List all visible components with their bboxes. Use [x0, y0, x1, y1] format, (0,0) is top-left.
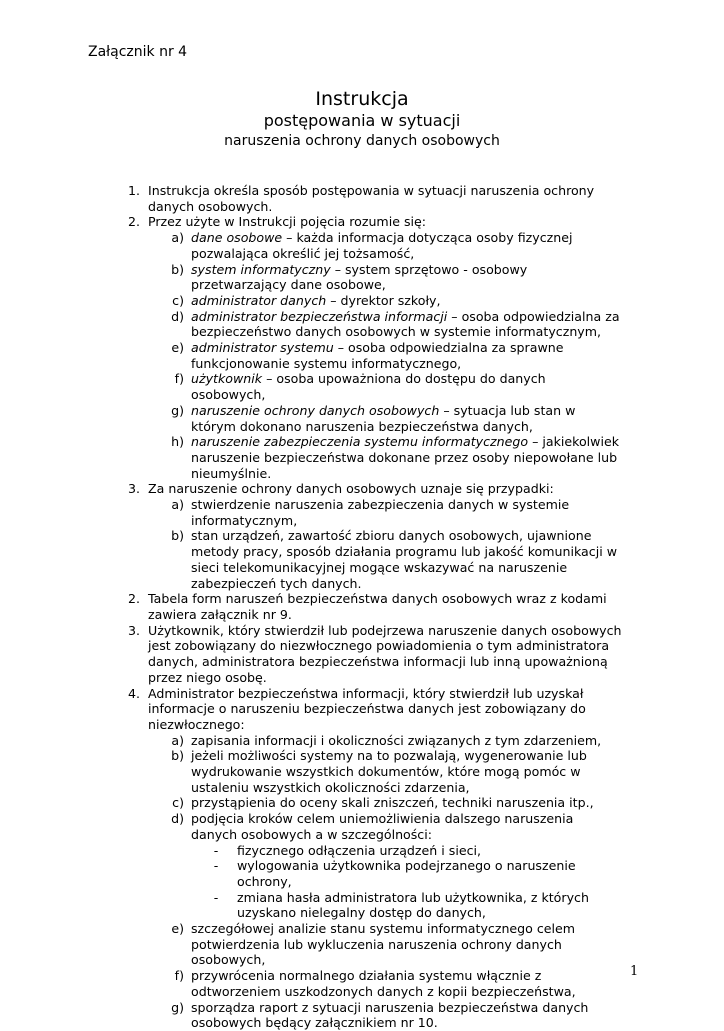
sub-item	[0, 309, 621, 340]
sub-item	[0, 811, 621, 842]
bullet-item	[0, 843, 623, 859]
sub-item-text: – system sprzętowo - osobowy przetwarzający dane osobowe,	[191, 261, 528, 293]
sub-item-marker: g)	[171, 402, 184, 418]
list-item	[0, 214, 628, 230]
sub-item-marker: b)	[171, 748, 184, 764]
sub-item-marker: d)	[171, 308, 184, 324]
sub-item-text: – sytuacja lub stan w którym dokonano naruszenia bezpieczeństwa danych,	[191, 402, 576, 434]
sub-item-text: – każda informacja dotycząca osoby fizycznej pozwalająca określić jej tożsamość,	[191, 230, 573, 261]
sub-item-marker: a)	[171, 230, 184, 246]
sub-item-text: zapisania informacji i okoliczności związanych z tym zdarzeniem,	[191, 732, 602, 748]
defined-term: dane osobowe	[191, 230, 283, 246]
sub-item-text: – jakiekolwiek naruszenie bezpieczeństwa dokonane przez osoby niepowołane lub nieumyślnie.	[191, 434, 620, 481]
sub-item-text: – osoba odpowiedzialna za sprawne funkcjonowanie systemu informatycznego,	[191, 340, 564, 371]
list-item	[0, 183, 628, 214]
dash-bullet-icon: -	[213, 858, 219, 874]
sub-item	[0, 293, 621, 309]
sub-item-text: przywrócenia normalnego działania systemu włącznie z odtworzeniem uszkodzonych danych z kopii bezpieczeństwa,	[191, 968, 576, 999]
sub-item-text: – osoba upoważniona do dostępu do danych osobowych,	[191, 371, 546, 403]
bullet-item	[0, 890, 623, 921]
sub-item-text: podjęcia kroków celem uniemożliwienia dalszego naruszenia danych osobowych a w szczególności:	[191, 811, 574, 842]
sub-item-marker: c)	[172, 292, 184, 308]
sub-item-marker: e)	[171, 921, 184, 937]
sub-item-marker: c)	[172, 795, 184, 811]
item-text: Przez użyte w Instrukcji pojęcia rozumie się:	[148, 214, 426, 230]
sub-item	[0, 528, 621, 591]
defined-term: administrator danych	[191, 292, 327, 308]
sub-item	[0, 497, 621, 528]
bullet-text: fizycznego odłączenia urządzeń i sieci,	[237, 842, 482, 858]
list-item	[0, 623, 628, 686]
item-text: Użytkownik, który stwierdził lub podejrzewa naruszenie danych osobowych jest zobowiązany do niezwłocznego powiadomienia o tym administratora danych, administratora bezpieczeństwa informacji lub inną upoważnioną przez niego osobę.	[148, 622, 622, 685]
sub-item-marker: g)	[171, 999, 184, 1015]
defined-term: administrator systemu	[191, 340, 334, 356]
sub-item	[0, 1000, 621, 1031]
sub-item-marker: a)	[171, 497, 184, 513]
document-title: Instrukcja	[315, 88, 409, 110]
sub-item-marker: a)	[171, 732, 184, 748]
defined-term: administrator bezpieczeństwa informacji	[191, 308, 448, 324]
list-item	[0, 591, 628, 622]
item-number: 2.	[127, 214, 140, 230]
sub-item	[0, 921, 621, 968]
sub-item	[0, 733, 621, 749]
sub-item	[0, 434, 621, 481]
annex-label: Załącznik nr 4	[88, 44, 188, 60]
sub-item	[0, 371, 621, 402]
item-text: Tabela form naruszeń bezpieczeństwa danych osobowych wraz z kodami zawiera załącznik nr 9.	[148, 591, 607, 622]
defined-term: naruszenie zabezpieczenia systemu informatycznego	[191, 434, 529, 450]
document-subtitle-2: naruszenia ochrony danych osobowych	[224, 133, 500, 149]
sub-item	[0, 403, 621, 434]
item-number: 3.	[127, 481, 140, 497]
defined-term: system informatyczny	[191, 261, 331, 277]
sub-item-text: szczegółowej analizie stanu systemu informatycznego celem potwierdzenia lub wykluczenia naruszenia ochrony danych osobowych,	[191, 921, 576, 968]
defined-term: naruszenie ochrony danych osobowych	[191, 402, 440, 418]
list-item	[0, 686, 628, 733]
sub-item-text: stan urządzeń, zawartość zbioru danych osobowych, ujawnione metody pracy, sposób działania programu lub jakość komunikacji w sieci telekomunikacyjnej mogące wskazywać na naruszenie zabezpieczeń tych danych.	[191, 528, 617, 591]
sub-item	[0, 968, 621, 999]
item-text: Instrukcja określa sposób postępowania w sytuacji naruszenia ochrony danych osobowych.	[148, 183, 595, 214]
instruction-list	[0, 183, 724, 1031]
item-text: Administrator bezpieczeństwa informacji, który stwierdził lub uzyskał informacje o naruszeniu bezpieczeństwa danych jest zobowiązany do niezwłocznego:	[148, 685, 586, 732]
sub-item-marker: d)	[171, 811, 184, 827]
dash-bullet-icon: -	[213, 889, 219, 905]
item-text: Za naruszenie ochrony danych osobowych uznaje się przypadki:	[148, 481, 554, 497]
sub-item-marker: e)	[171, 340, 184, 356]
sub-item-marker: b)	[171, 528, 184, 544]
item-number: 3.	[127, 622, 140, 638]
item-number: 2.	[127, 591, 140, 607]
document-subtitle: postępowania w sytuacji	[263, 111, 461, 130]
dash-bullet-icon: -	[213, 842, 219, 858]
sub-item-text: jeżeli możliwości systemy na to pozwalają, wygenerowanie lub wydrukowanie wszystkich dokumentów, które mogą pomóc w ustaleniu wszystkich okoliczności zdarzenia,	[191, 748, 587, 795]
sub-item-text: przystąpienia do oceny skali zniszczeń, techniki naruszenia itp.,	[191, 795, 594, 811]
bullet-text: wylogowania użytkownika podejrzanego o naruszenie ochrony,	[237, 858, 576, 889]
sub-item	[0, 795, 621, 811]
page-number: 1	[630, 964, 639, 979]
sub-item	[0, 340, 621, 371]
sub-item-marker: f)	[174, 968, 184, 984]
sub-item-marker: f)	[174, 371, 184, 387]
sub-item-text: – osoba odpowiedzialna za bezpieczeństwo danych osobowych w systemie informatycznym,	[191, 308, 620, 340]
sub-item-text: stwierdzenie naruszenia zabezpieczenia danych w systemie informatycznym,	[191, 497, 570, 528]
sub-item-text: sporządza raport z sytuacji naruszenia bezpieczeństwa danych osobowych będący załącznikiem nr 10.	[191, 999, 589, 1031]
item-number: 1.	[127, 183, 140, 198]
sub-item	[0, 230, 621, 261]
sub-item-text: – dyrektor szkoły,	[326, 292, 441, 308]
defined-term: użytkownik	[191, 371, 263, 387]
sub-item	[0, 262, 621, 293]
bullet-text: zmiana hasła administratora lub użytkownika, z których uzyskano nielegalny dostęp do danych,	[237, 889, 589, 921]
sub-item-marker: h)	[171, 434, 184, 450]
list-item	[0, 481, 628, 497]
sub-item	[0, 748, 621, 795]
bullet-item	[0, 858, 623, 889]
item-number: 4.	[127, 685, 140, 701]
sub-item-marker: b)	[171, 261, 184, 277]
